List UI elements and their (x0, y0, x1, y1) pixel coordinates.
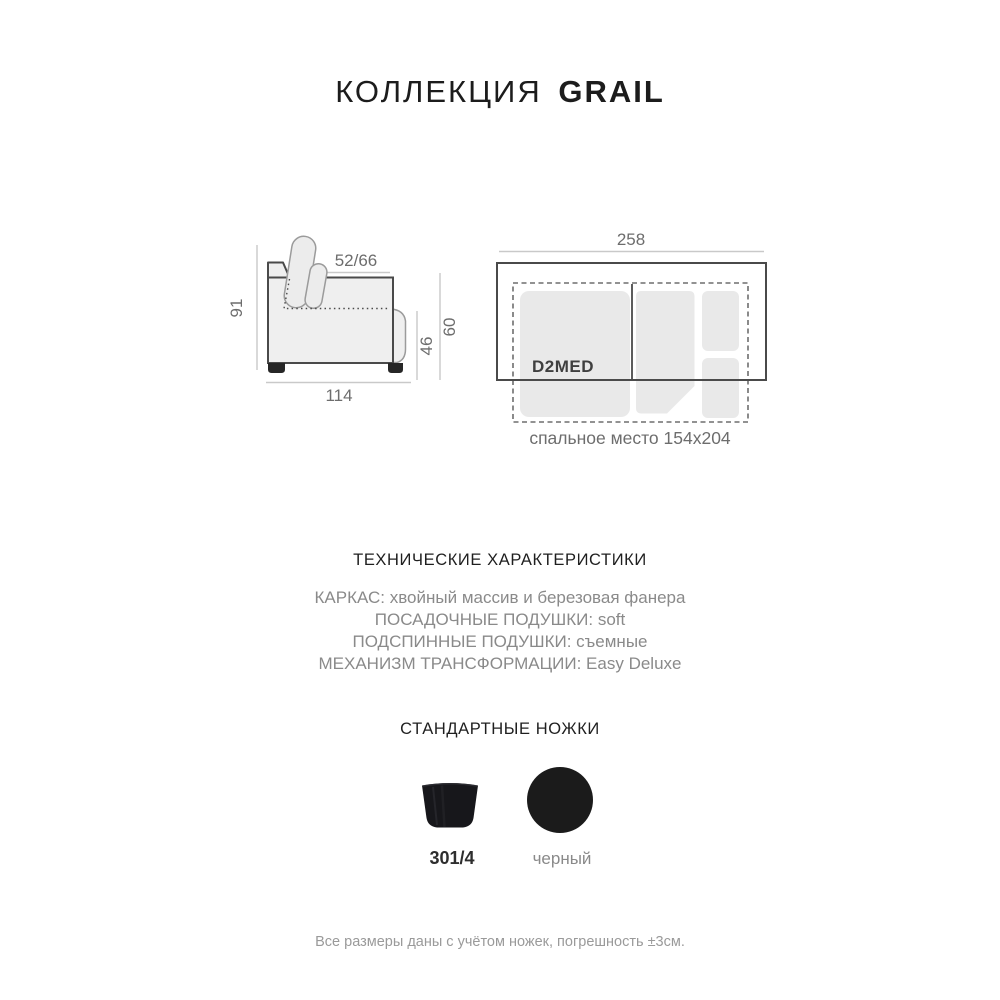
page-title (0, 74, 1000, 110)
leg-icon (420, 780, 480, 828)
collection-name: GRAIL (558, 74, 665, 109)
specs-lines (0, 587, 1000, 675)
dim-label-seat-depth: 52/66 (334, 251, 378, 270)
sofa-foot-right (388, 363, 403, 373)
seat-panel-right-top (702, 291, 739, 351)
dim-label-seat-height: 46 (417, 336, 436, 356)
seat-panel-left (520, 291, 630, 417)
leg-model-label: 301/4 (429, 848, 475, 868)
specs-title: ТЕХНИЧЕСКИЕ ХАРАКТЕРИСТИКИ (353, 551, 647, 569)
dim-label-width: 258 (616, 230, 646, 249)
seat-panel-middle (636, 291, 695, 414)
sofa-top-view-diagram (497, 230, 766, 448)
spec-line-mechanism: МЕХАНИЗМ ТРАНСФОРМАЦИИ: Easy Deluxe (318, 654, 682, 673)
spec-line-back-cushions: ПОДСПИННЫЕ ПОДУШКИ: съемные (352, 632, 648, 651)
technical-specs-section (0, 551, 1000, 675)
dim-label-height: 91 (227, 298, 246, 318)
dim-label-depth: 114 (325, 386, 353, 405)
color-swatch-circle (527, 767, 593, 833)
dimension-diagrams (0, 225, 1000, 460)
legs-section-title: СТАНДАРТНЫЕ НОЖКИ (400, 720, 600, 738)
sleeping-area-label: спальное место 154x204 (529, 428, 731, 448)
footer-note: Все размеры даны с учётом ножек, погрешность ±3см. (315, 934, 685, 950)
collection-label: КОЛЛЕКЦИЯ (335, 74, 542, 109)
model-label: D2MED (532, 357, 595, 376)
seat-panel-right-bottom (702, 358, 739, 418)
sofa-side-view-diagram (227, 235, 459, 405)
dim-label-armrest-height: 60 (440, 317, 459, 337)
spec-line-seat-cushions: ПОСАДОЧНЫЕ ПОДУШКИ: soft (374, 610, 626, 629)
spec-line-frame: КАРКАС: хвойный массив и березовая фанера (314, 588, 686, 607)
sofa-backrest (268, 263, 290, 278)
sofa-foot-left (268, 363, 285, 373)
leg-shape (422, 783, 478, 828)
color-name-label: черный (532, 849, 592, 868)
